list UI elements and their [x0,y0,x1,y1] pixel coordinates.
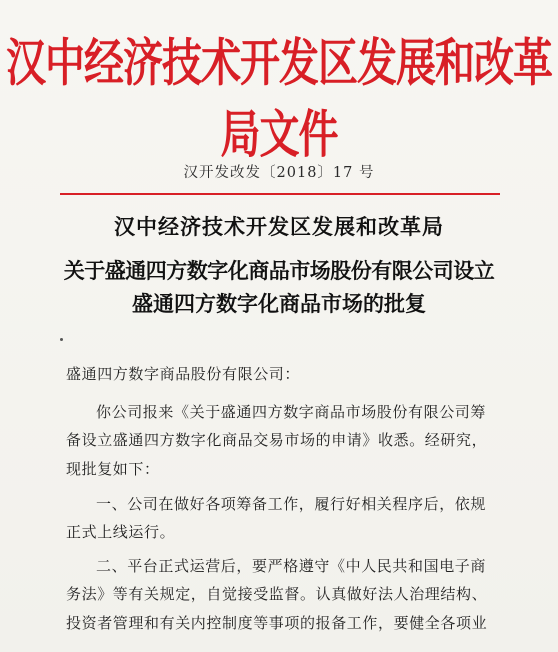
document-title-line-2: 关于盛通四方数字化商品市场股份有限公司设立 [63,258,495,283]
document-number: 汉开发改发〔2018〕17 号 [183,165,375,181]
document-title-line-1: 汉中经济技术开发区发展和改革局 [114,214,444,239]
body-line: 务法》等有关规定，自觉接受监督。认真做好法人治理结构、 [66,585,488,603]
salutation: 盛通四方数字商品股份有限公司： [66,365,301,383]
body-line: 现批复如下： [66,460,160,478]
body-line: 你公司报来《关于盛通四方数字商品市场股份有限公司筹 [96,403,487,421]
document-title-line-3: 盛通四方数字化商品市场的批复 [132,291,426,316]
body-line: 备设立盛通四方数字化商品交易市场的申请》收悉。经研究， [66,431,488,449]
body-line: 投资者管理和有关内控制度等事项的报备工作，要健全各项业 [66,614,488,632]
letterhead-title: 汉中经济技术开发区发展和改革局文件 [6,34,552,165]
body-line: 二、平台正式运营后，要严格遵守《中人民共和国电子商 [96,557,487,575]
red-divider [60,193,500,195]
body-line: 正式上线运行。 [66,523,176,541]
body-line: 一、公司在做好各项筹备工作，履行好相关程序后，依规 [96,495,487,513]
stray-mark [60,338,63,341]
